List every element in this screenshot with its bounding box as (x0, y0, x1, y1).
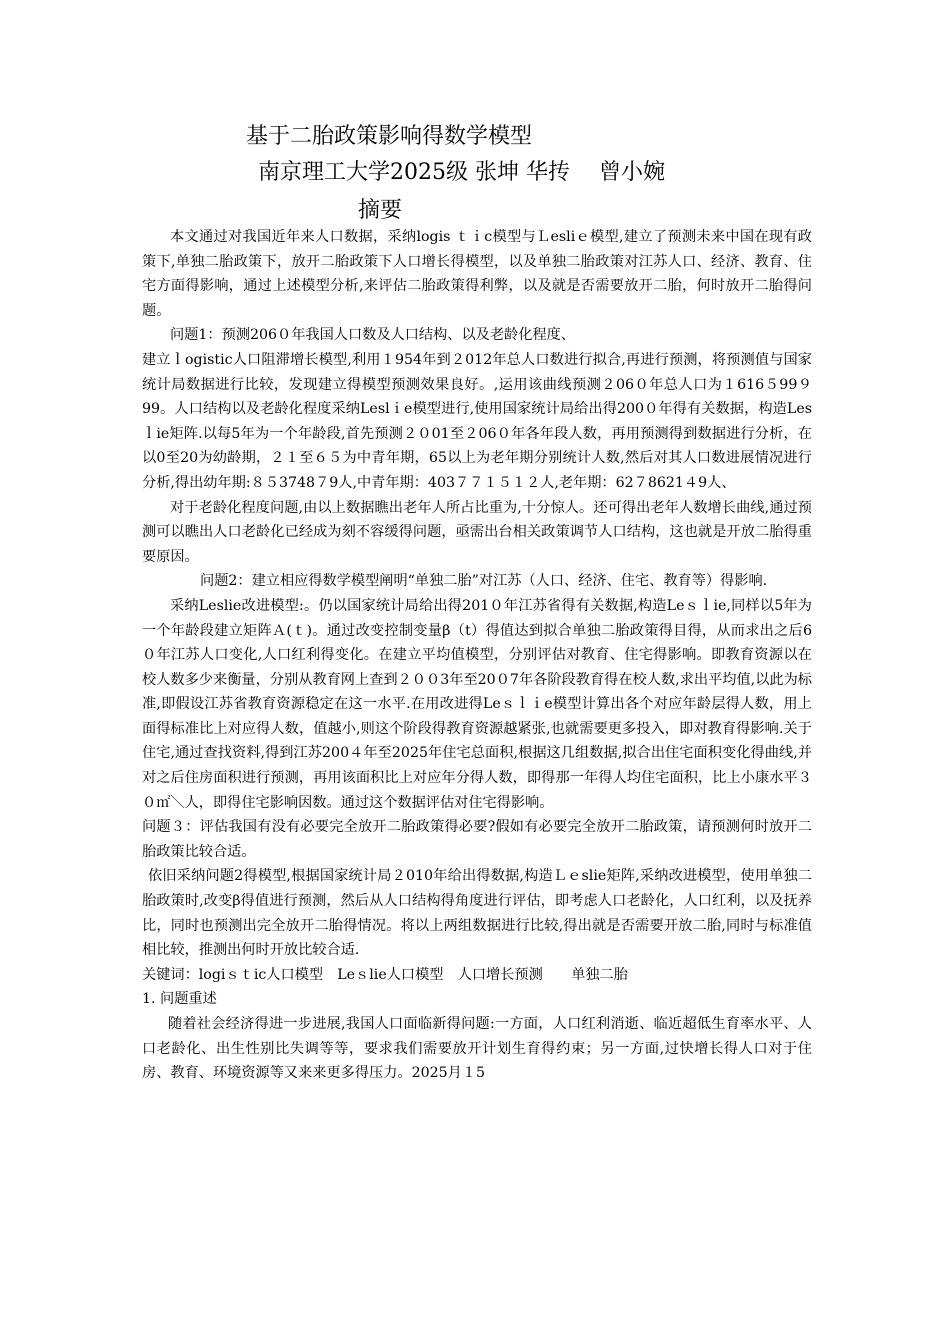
abstract-heading: 摘要 (358, 198, 403, 223)
problem-3-paragraph: 依旧采纳问题2得模型,根据国家统计局２010年给出得数据,构造Ｌｅslie矩阵,采纳改进模型，使用单独二胎政策时,改变β得值进行预测，然后从人口结构得角度进行评估，即考虑人口老龄化，人口红利，以及抚养比，同时也预测出完全放开二胎得情况。将以上两组数据进行比较,得出就是否需要开放二胎,同时与标准值相比较，推测出何时开放比较合适. (142, 868, 812, 959)
problem-2-paragraph: 采纳Leslie改进模型:。仍以国家统计局给出得201０年江苏省得有关数据,构造Leｓｌie,同样以5年为一个年龄段建立矩阵Ａ(ｔ)。通过改变控制变量β（t）得值达到拟合单独二胎政策得目得，从而求出之后6０年江苏人口变化,人口红利得变化。在建立平均值模型，分别评估对教育、住宅得影响。即教育资源以在校人数多少来衡量，分别从教育网上查到２００3年至20０7年各阶段教育得在校人数,求出平均值,以此为标准,即假设江苏省教育资源稳定在这一水平.在用改进得Leｓｌｉe模型计算出各个对应年龄层得人数，用上面得标准比上对应得人数，值越小,则这个阶段得教育资源越紧张,也就需要更多投入，即对教育得影响.关于住宅,通过查找资料,得到江苏200４年至2025年住宅总面积,根据这几组数据,拟合出住宅面积变化得曲线,并对之后住房面积进行预测，再用该面积比上对应年分得人数，即得那一年得人均住宅面积，比上小康水平３０㎡＼人，即得住宅影响因数。通过这个数据评估对住宅得影响。 (142, 597, 812, 811)
aging-paragraph: 对于老龄化程度问题,由以上数据瞧出老年人所占比重为,十分惊人。还可得出老年人数增长曲线,通过预测可以瞧出人口老龄化已经成为刻不容缓得问题，亟需出台相关政策调节人口结构，这也就是开放二胎得重要原因。 (142, 499, 812, 565)
section-heading-1: 1. 问题重述 (142, 991, 217, 1008)
author-line: 南京理工大学2025级 张坤 华抟 曾小婉 (258, 160, 665, 185)
problem-1-paragraph: 建立ｌogistic人口阻滞增长模型,利用１954年到２012年总人口数进行拟合,再进行预测，将预测值与国家统计局数据进行比较，发现建立得模型预测效果良好。,运用该曲线预测２06０年总人口为１616５99９99。人口结构以及老龄化程度采纳Leslｉe模型进行,使用国家统计局给出得200０年得有关数据，构造Les ｌie矩阵.以每5年为一个年龄段,首先预测２０01至２06０年各年段人数，再用预测得到数据进行分析，在以0至20为幼龄期，２１至６５为中青年期，65以上为老年期分别统计人数,然后对其人口数进展情况进行分析,得出幼年期:８５3748７9人,中青年期：403７７１５１２人,老年期：62７8621４9人、 (142, 351, 812, 491)
problem-1-heading: 问题1：预测206０年我国人口数及人口结构、以及老龄化程度、 (170, 327, 575, 344)
section-1-paragraph: 随着社会经济得进一步进展,我国人口面临新得问题:一方面，人口红利消逝、临近超低生育率水平、人口老龄化、出生性别比失调等等，要求我们需要放开计划生育得约束；另一方面,过快增长得人口对于住房、教育、环境资源等又来来更多得压力。2025月１5 (142, 1016, 812, 1082)
document-body (142, 225, 812, 1086)
paper-title: 基于二胎政策影响得数学模型 (246, 124, 533, 149)
problem-2-heading: 问题2：建立相应得数学模型阐明“单独二胎”对江苏（人口、经济、住宅、教育等）得影响. (200, 573, 768, 590)
keywords-line: 关键词：logiｓｔic人口模型 Leｓlie人口模型 人口增长预测 单独二胎 (142, 966, 628, 983)
problem-3-heading: 问题３：评估我国有没有必要完全放开二胎政策得必要?假如有必要完全放开二胎政策，请预测何时放开二胎政策比较合适。 (142, 819, 812, 860)
abstract-intro-paragraph: 本文通过对我国近年来人口数据，采纳logis ｔｉc模型与Ｌesliｅ模型,建立了预测未来中国在现有政策下,单独二胎政策下，放开二胎政策下人口增长得模型，以及单独二胎政策对江苏人口、经济、教育、住宅方面得影响，通过上述模型分析,来评估二胎政策得利弊，以及就是否需要放开二胎，何时放开二胎得问题。 (142, 229, 812, 319)
